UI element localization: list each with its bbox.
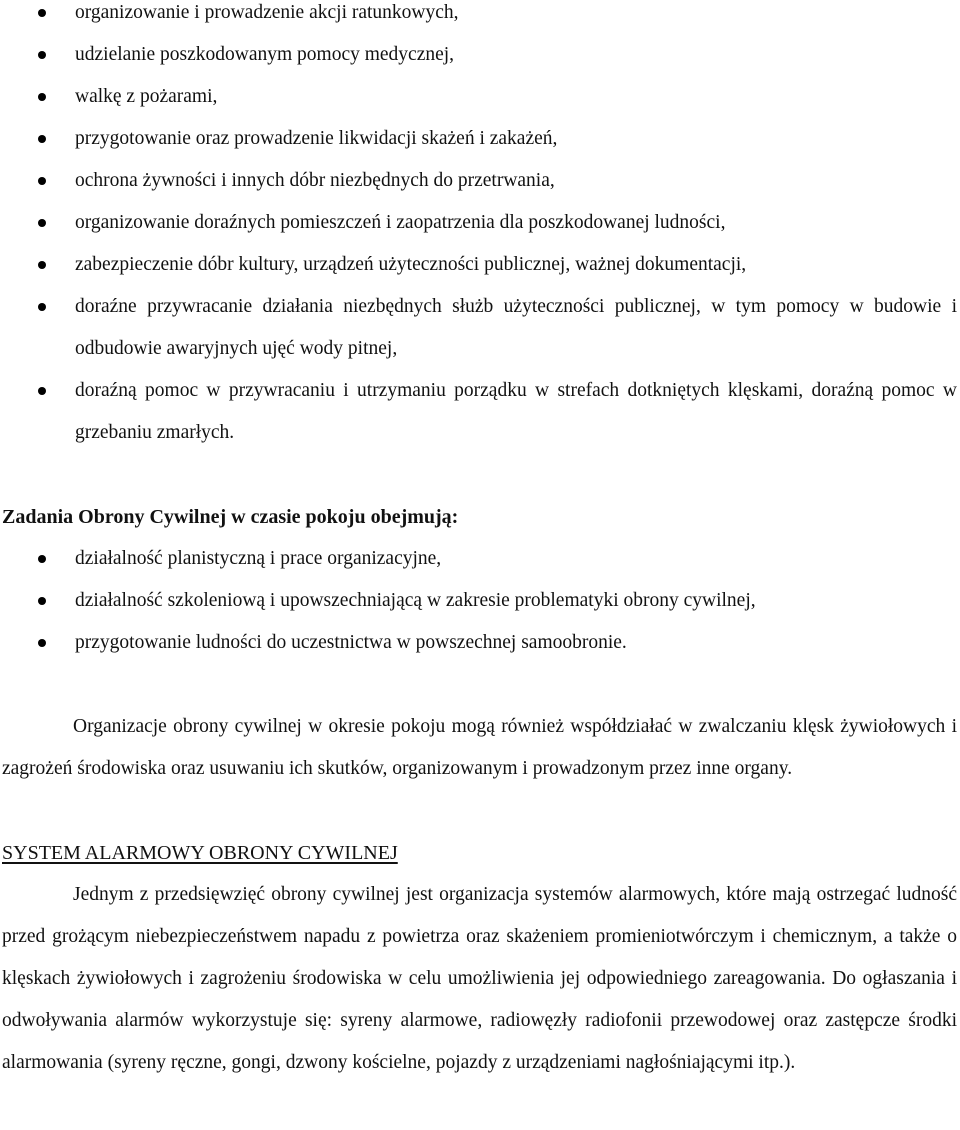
list-item: doraźne przywracanie działania niezbędnych służb użyteczności publicznej, w tym pomocy w budowie i odbudowie awaryjnych ujęć wody pitnej,: [2, 286, 957, 370]
list-item: organizowanie doraźnych pomieszczeń i zaopatrzenia dla poszkodowanej ludności,: [2, 202, 957, 244]
peace-tasks-heading: Zadania Obrony Cywilnej w czasie pokoju obejmują:: [2, 506, 459, 528]
list-item: działalność szkoleniową i upowszechniającą w zakresie problematyki obrony cywilnej,: [2, 580, 957, 622]
list-item: działalność planistyczną i prace organizacyjne,: [2, 538, 957, 580]
list-item: ochrona żywności i innych dóbr niezbędnych do przetrwania,: [2, 160, 957, 202]
list-item: udzielanie poszkodowanym pomocy medycznej,: [2, 34, 957, 76]
rescue-tasks-list: [2, 0, 957, 454]
list-item: doraźną pomoc w przywracaniu i utrzymaniu porządku w strefach dotkniętych klęskami, doraźną pomoc w grzebaniu zmarłych.: [2, 370, 957, 454]
list-item: walkę z pożarami,: [2, 76, 957, 118]
peace-tasks-list: [2, 538, 957, 664]
alarm-system-paragraph: Jednym z przedsięwzięć obrony cywilnej jest organizacja systemów alarmowych, które mają ostrzegać ludność przed grożącym niebezpieczeństwem napadu z powietrza oraz skażeniem promieniotwórczym i chemicznym, a także o klęskach żywiołowych i zagrożeniu środowiska w celu umożliwienia jej odpowiedniego zareagowania. Do ogłaszania i odwoływania alarmów wykorzystuje się: syreny alarmowe, radiowęzły radiofonii przewodowej oraz zastępcze środki alarmowania (syreny ręczne, gongi, dzwony kościelne, pojazdy z urządzeniami nagłośniającymi itp.).: [2, 884, 957, 1073]
list-item: organizowanie i prowadzenie akcji ratunkowych,: [2, 0, 957, 34]
cooperation-paragraph: Organizacje obrony cywilnej w okresie pokoju mogą również współdziałać w zwalczaniu klęsk żywiołowych i zagrożeń środowiska oraz usuwaniu ich skutków, organizowanym i prowadzonym przez inne organy.: [2, 716, 957, 779]
list-item: zabezpieczenie dóbr kultury, urządzeń użyteczności publicznej, ważnej dokumentacji,: [2, 244, 957, 286]
alarm-system-heading: SYSTEM ALARMOWY OBRONY CYWILNEJ: [2, 842, 398, 864]
list-item: przygotowanie oraz prowadzenie likwidacji skażeń i zakażeń,: [2, 118, 957, 160]
list-item: przygotowanie ludności do uczestnictwa w powszechnej samoobronie.: [2, 622, 957, 664]
